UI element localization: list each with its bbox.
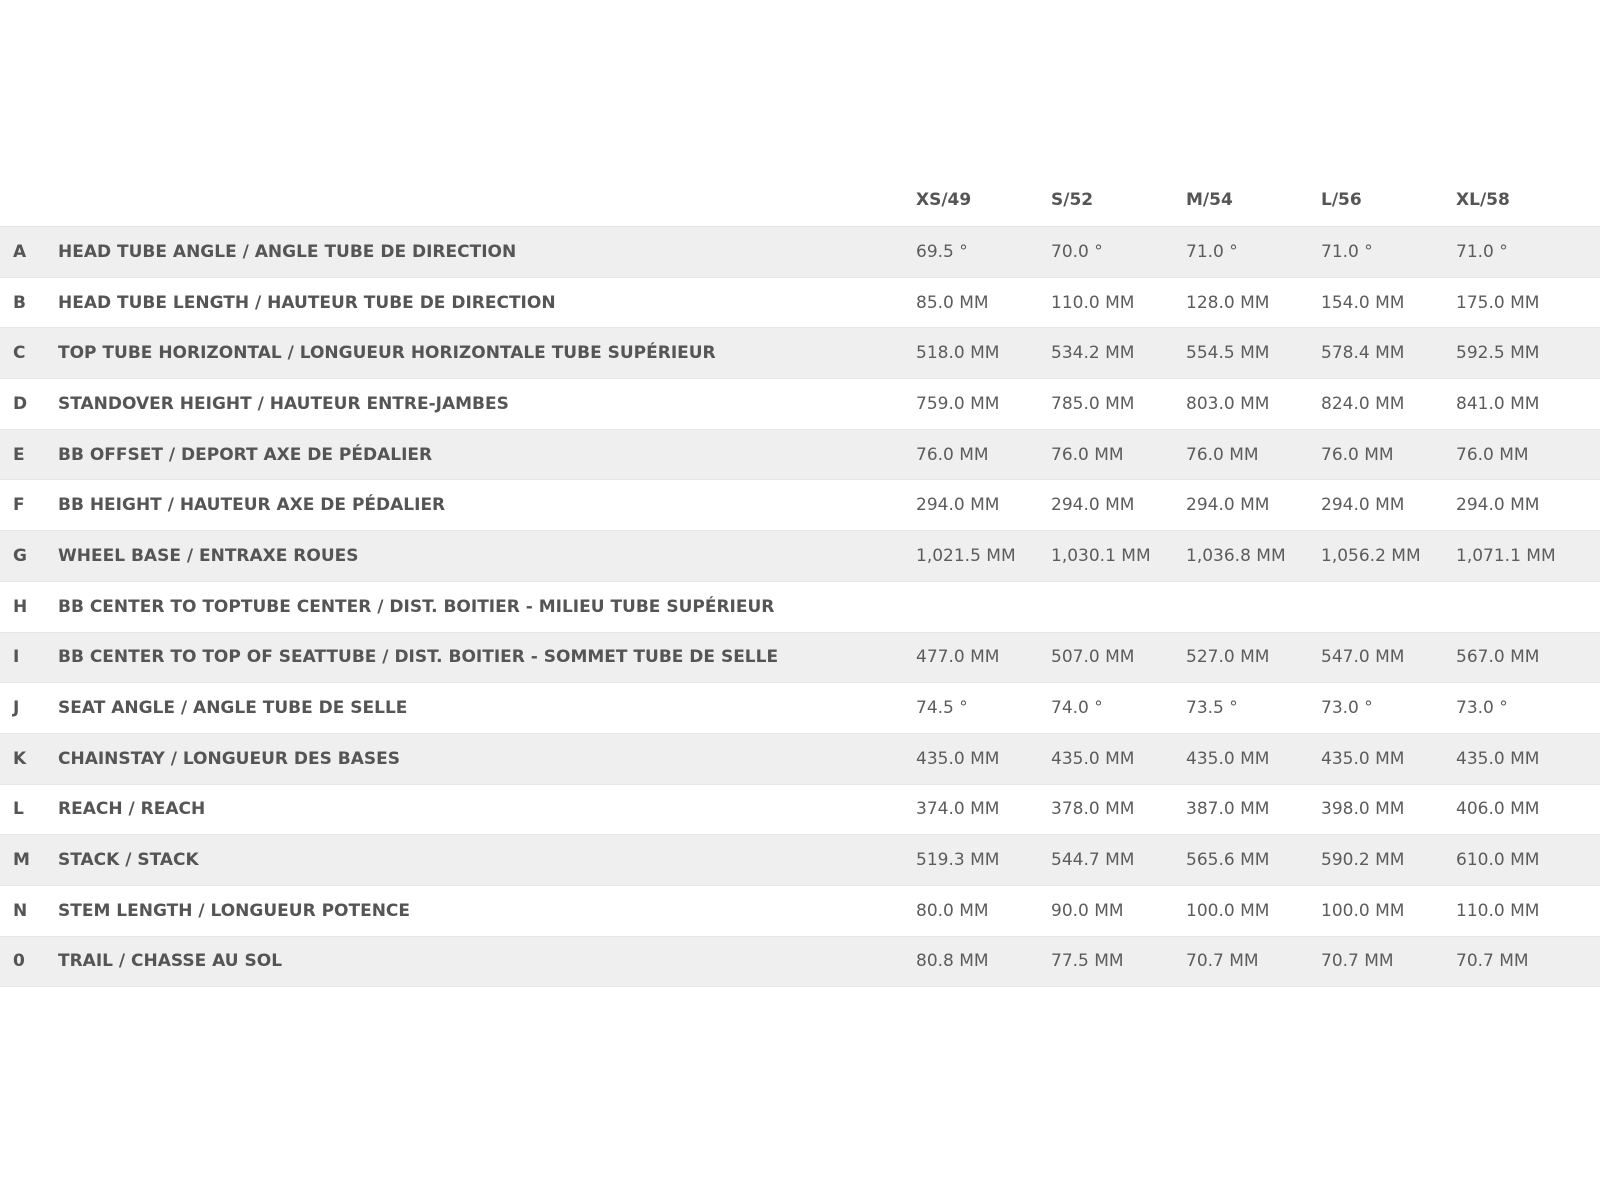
row-code: I <box>13 647 20 668</box>
row-value: 80.0 MM <box>916 900 989 921</box>
row-value: 527.0 MM <box>1186 647 1270 668</box>
size-header-xs: XS/49 <box>916 190 972 210</box>
row-value: 73.0 ° <box>1321 698 1373 719</box>
row-value: 73.0 ° <box>1456 698 1508 719</box>
row-code: E <box>13 444 25 465</box>
row-code: K <box>13 748 27 769</box>
row-code: H <box>13 596 28 617</box>
row-code: D <box>13 393 28 414</box>
row-label: STEM LENGTH / LONGUEUR POTENCE <box>58 900 411 921</box>
row-value: 77.5 MM <box>1051 951 1124 972</box>
row-value: 76.0 MM <box>1051 444 1124 465</box>
row-value: 294.0 MM <box>916 495 1000 516</box>
row-label: BB HEIGHT / HAUTEUR AXE DE PÉDALIER <box>58 495 446 516</box>
row-value: 128.0 MM <box>1186 292 1270 313</box>
row-value: 544.7 MM <box>1051 850 1135 871</box>
row-value: 547.0 MM <box>1321 647 1405 668</box>
row-value: 592.5 MM <box>1456 343 1540 364</box>
row-value: 90.0 MM <box>1051 900 1124 921</box>
row-value: 71.0 ° <box>1321 241 1373 262</box>
row-value: 80.8 MM <box>916 951 989 972</box>
table-body <box>0 227 1600 987</box>
row-value: 1,030.1 MM <box>1051 545 1151 566</box>
row-value: 74.5 ° <box>916 698 968 719</box>
row-value: 85.0 MM <box>916 292 989 313</box>
table-row <box>0 785 1600 836</box>
row-value: 387.0 MM <box>1186 799 1270 820</box>
row-value: 110.0 MM <box>1051 292 1135 313</box>
row-code: F <box>13 495 25 516</box>
table-row <box>0 531 1600 582</box>
table-row <box>0 278 1600 329</box>
row-value: 435.0 MM <box>1321 748 1405 769</box>
table-row <box>0 227 1600 278</box>
row-label: BB CENTER TO TOPTUBE CENTER / DIST. BOITIER - MILIEU TUBE SUPÉRIEUR <box>58 596 775 617</box>
row-value: 110.0 MM <box>1456 900 1540 921</box>
row-code: B <box>13 292 26 313</box>
size-header-m: M/54 <box>1186 190 1233 210</box>
row-value: 534.2 MM <box>1051 343 1135 364</box>
row-label: STACK / STACK <box>58 850 199 871</box>
row-value: 759.0 MM <box>916 393 1000 414</box>
row-label: WHEEL BASE / ENTRAXE ROUES <box>58 545 359 566</box>
row-value: 71.0 ° <box>1186 241 1238 262</box>
row-value: 76.0 MM <box>1186 444 1259 465</box>
row-value: 435.0 MM <box>1456 748 1540 769</box>
row-label: SEAT ANGLE / ANGLE TUBE DE SELLE <box>58 698 408 719</box>
row-value: 565.6 MM <box>1186 850 1270 871</box>
row-value: 73.5 ° <box>1186 698 1238 719</box>
table-row <box>0 734 1600 785</box>
row-value: 100.0 MM <box>1321 900 1405 921</box>
row-label: REACH / REACH <box>58 799 206 820</box>
row-code: 0 <box>13 951 25 972</box>
row-value: 70.0 ° <box>1051 241 1103 262</box>
row-value: 406.0 MM <box>1456 799 1540 820</box>
row-value: 398.0 MM <box>1321 799 1405 820</box>
row-value: 70.7 MM <box>1321 951 1394 972</box>
row-value: 294.0 MM <box>1186 495 1270 516</box>
table-row <box>0 328 1600 379</box>
size-header-s: S/52 <box>1051 190 1094 210</box>
row-value: 841.0 MM <box>1456 393 1540 414</box>
row-code: J <box>13 698 20 719</box>
size-header-xl: XL/58 <box>1456 190 1510 210</box>
row-value: 1,036.8 MM <box>1186 545 1286 566</box>
row-label: CHAINSTAY / LONGUEUR DES BASES <box>58 748 401 769</box>
row-value: 374.0 MM <box>916 799 1000 820</box>
row-value: 554.5 MM <box>1186 343 1270 364</box>
row-value: 590.2 MM <box>1321 850 1405 871</box>
row-label: TOP TUBE HORIZONTAL / LONGUEUR HORIZONTALE TUBE SUPÉRIEUR <box>58 343 716 364</box>
row-label: HEAD TUBE LENGTH / HAUTEUR TUBE DE DIRECTION <box>58 292 556 313</box>
row-value: 69.5 ° <box>916 241 968 262</box>
row-value: 519.3 MM <box>916 850 1000 871</box>
row-value: 1,056.2 MM <box>1321 545 1421 566</box>
row-label: TRAIL / CHASSE AU SOL <box>58 951 283 972</box>
table-row <box>0 633 1600 684</box>
row-value: 1,021.5 MM <box>916 545 1016 566</box>
table-row <box>0 683 1600 734</box>
row-value: 785.0 MM <box>1051 393 1135 414</box>
row-value: 76.0 MM <box>916 444 989 465</box>
geometry-table <box>0 176 1600 987</box>
row-value: 294.0 MM <box>1321 495 1405 516</box>
row-value: 70.7 MM <box>1456 951 1529 972</box>
row-value: 154.0 MM <box>1321 292 1405 313</box>
row-value: 294.0 MM <box>1051 495 1135 516</box>
table-row <box>0 430 1600 481</box>
row-code: G <box>13 545 27 566</box>
row-code: A <box>13 241 27 262</box>
row-value: 175.0 MM <box>1456 292 1540 313</box>
row-value: 610.0 MM <box>1456 850 1540 871</box>
row-code: L <box>13 799 24 820</box>
row-code: M <box>13 850 30 871</box>
row-value: 518.0 MM <box>916 343 1000 364</box>
row-value: 1,071.1 MM <box>1456 545 1556 566</box>
table-row <box>0 937 1600 988</box>
row-code: N <box>13 900 28 921</box>
row-value: 477.0 MM <box>916 647 1000 668</box>
row-value: 567.0 MM <box>1456 647 1540 668</box>
row-value: 435.0 MM <box>1186 748 1270 769</box>
row-label: STANDOVER HEIGHT / HAUTEUR ENTRE-JAMBES <box>58 393 509 414</box>
table-row <box>0 886 1600 937</box>
row-value: 294.0 MM <box>1456 495 1540 516</box>
table-row <box>0 835 1600 886</box>
row-label: BB OFFSET / DEPORT AXE DE PÉDALIER <box>58 444 433 465</box>
row-value: 824.0 MM <box>1321 393 1405 414</box>
table-row <box>0 379 1600 430</box>
row-value: 803.0 MM <box>1186 393 1270 414</box>
row-value: 378.0 MM <box>1051 799 1135 820</box>
row-value: 507.0 MM <box>1051 647 1135 668</box>
table-row <box>0 582 1600 633</box>
row-value: 70.7 MM <box>1186 951 1259 972</box>
table-header-row <box>0 176 1600 227</box>
row-label: BB CENTER TO TOP OF SEATTUBE / DIST. BOITIER - SOMMET TUBE DE SELLE <box>58 647 779 668</box>
row-value: 71.0 ° <box>1456 241 1508 262</box>
row-value: 578.4 MM <box>1321 343 1405 364</box>
row-label: HEAD TUBE ANGLE / ANGLE TUBE DE DIRECTION <box>58 241 517 262</box>
size-header-l: L/56 <box>1321 190 1362 210</box>
row-value: 100.0 MM <box>1186 900 1270 921</box>
row-value: 76.0 MM <box>1321 444 1394 465</box>
table-row <box>0 480 1600 531</box>
row-code: C <box>13 343 26 364</box>
row-value: 435.0 MM <box>916 748 1000 769</box>
row-value: 435.0 MM <box>1051 748 1135 769</box>
row-value: 76.0 MM <box>1456 444 1529 465</box>
row-value: 74.0 ° <box>1051 698 1103 719</box>
